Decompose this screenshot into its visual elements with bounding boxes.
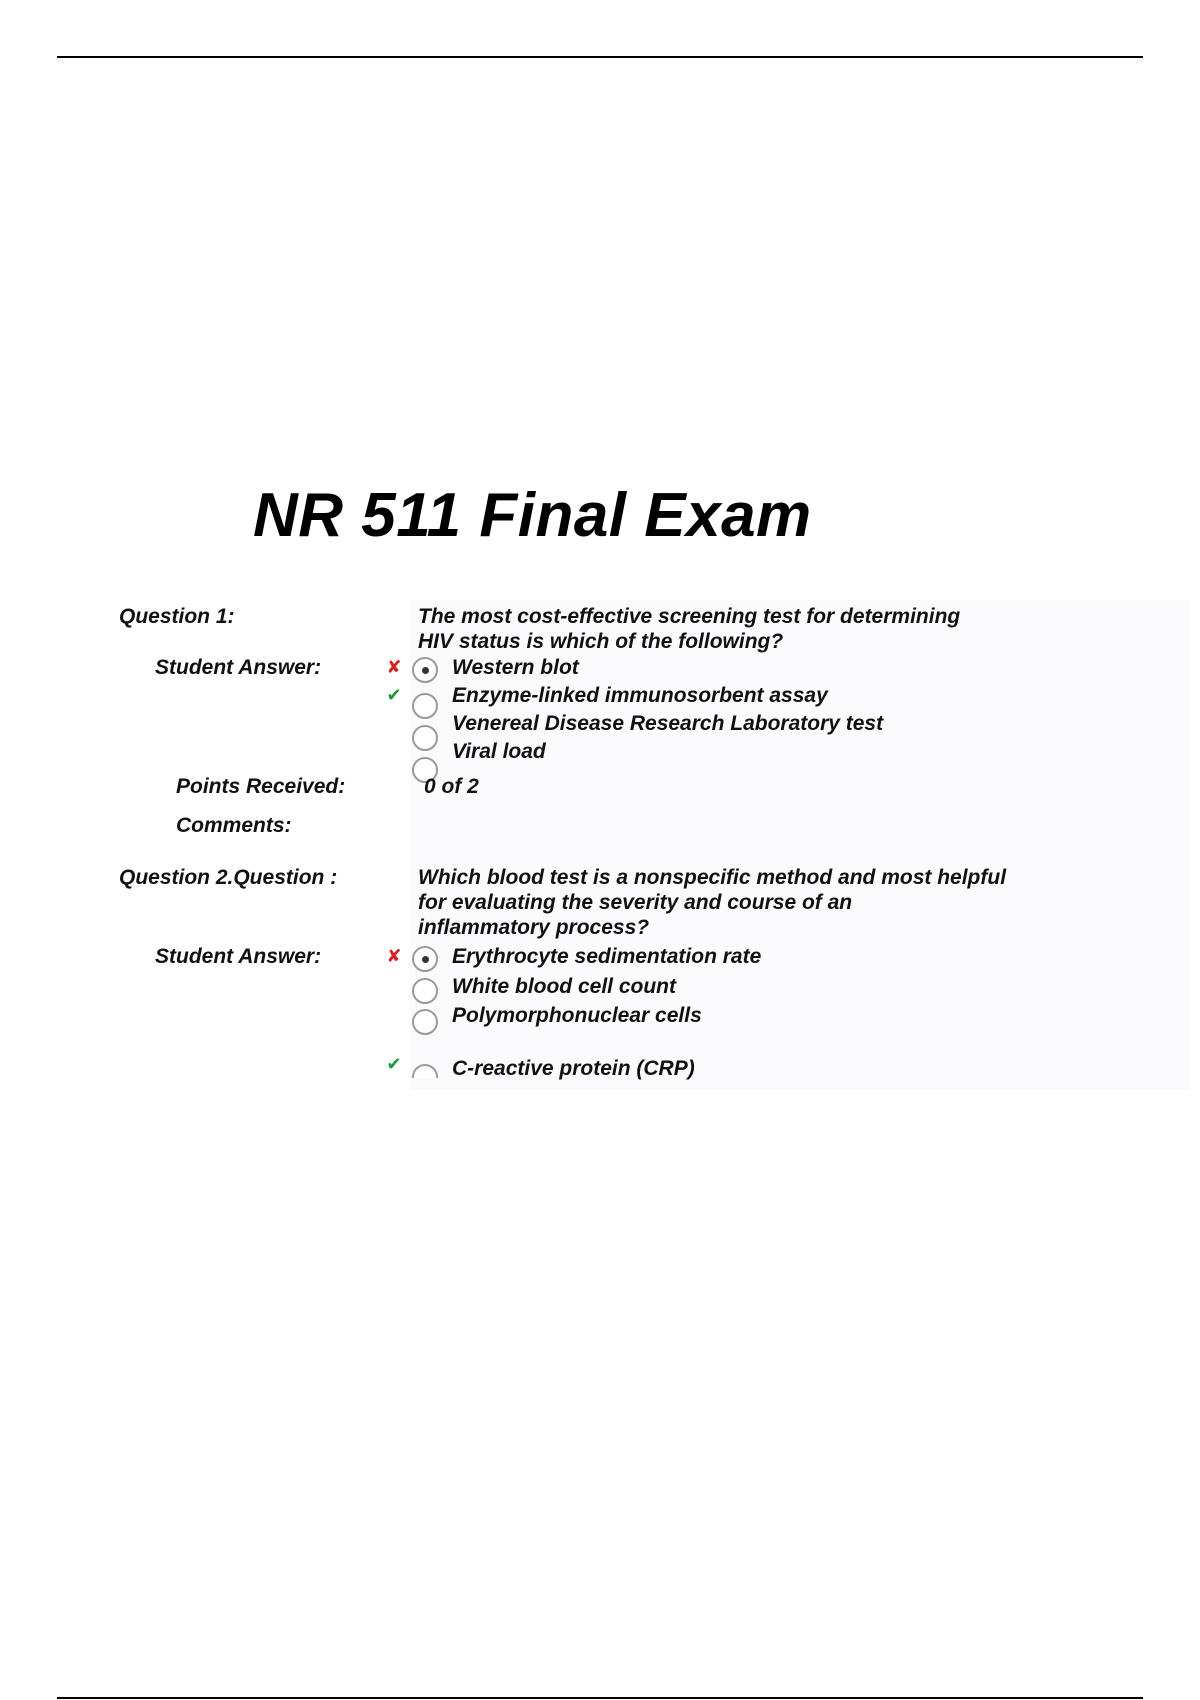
answer-text: Erythrocyte sedimentation rate — [452, 945, 762, 968]
answer-text: Polymorphonuclear cells — [452, 1004, 702, 1027]
points-received-label: Points Received: — [176, 775, 346, 798]
answer-option — [384, 739, 1104, 767]
radio-button[interactable] — [412, 1009, 438, 1035]
x-icon: ✘ — [386, 657, 402, 677]
answer-text: C-reactive protein (CRP) — [452, 1057, 695, 1080]
answer-option — [384, 944, 1104, 972]
answer-option — [384, 655, 1104, 683]
answer-option — [384, 974, 1104, 1002]
radio-button[interactable] — [412, 1064, 438, 1078]
question-text-line: inflammatory process? — [418, 916, 650, 939]
radio-button[interactable] — [412, 657, 438, 683]
question-label: Question 1: — [119, 605, 235, 628]
answer-option — [384, 1003, 1104, 1031]
question-text-line: for evaluating the severity and course of an — [418, 891, 853, 914]
answer-text: Enzyme-linked immunosorbent assay — [452, 684, 828, 707]
answer-text: White blood cell count — [452, 975, 676, 998]
answer-text: Venereal Disease Research Laboratory test — [452, 712, 884, 735]
page-title: NR 511 Final Exam — [253, 481, 812, 550]
answer-text: Western blot — [452, 656, 579, 679]
answer-option — [384, 711, 1104, 739]
answer-option — [384, 683, 1104, 711]
question-text-line: HIV status is which of the following? — [418, 630, 784, 653]
question-label: Question 2.Question : — [119, 866, 338, 889]
header-rule — [57, 56, 1143, 58]
question-text-line: The most cost-effective screening test for determining — [418, 605, 961, 628]
question-text — [418, 865, 1078, 940]
radio-button[interactable] — [412, 946, 438, 972]
check-icon: ✔ — [386, 685, 402, 705]
question-text — [418, 604, 1078, 654]
student-answer-label: Student Answer: — [155, 945, 322, 968]
check-icon: ✔ — [386, 1054, 402, 1074]
x-icon: ✘ — [386, 946, 402, 966]
comments-label: Comments: — [176, 814, 292, 837]
answer-option — [384, 1056, 1104, 1084]
student-answer-label: Student Answer: — [155, 656, 322, 679]
radio-button[interactable] — [412, 978, 438, 1004]
question-text-line: Which blood test is a nonspecific method and most helpful — [418, 866, 1007, 889]
answer-text: Viral load — [452, 740, 546, 763]
points-received-value: 0 of 2 — [424, 775, 479, 798]
footer-rule — [57, 1697, 1143, 1699]
